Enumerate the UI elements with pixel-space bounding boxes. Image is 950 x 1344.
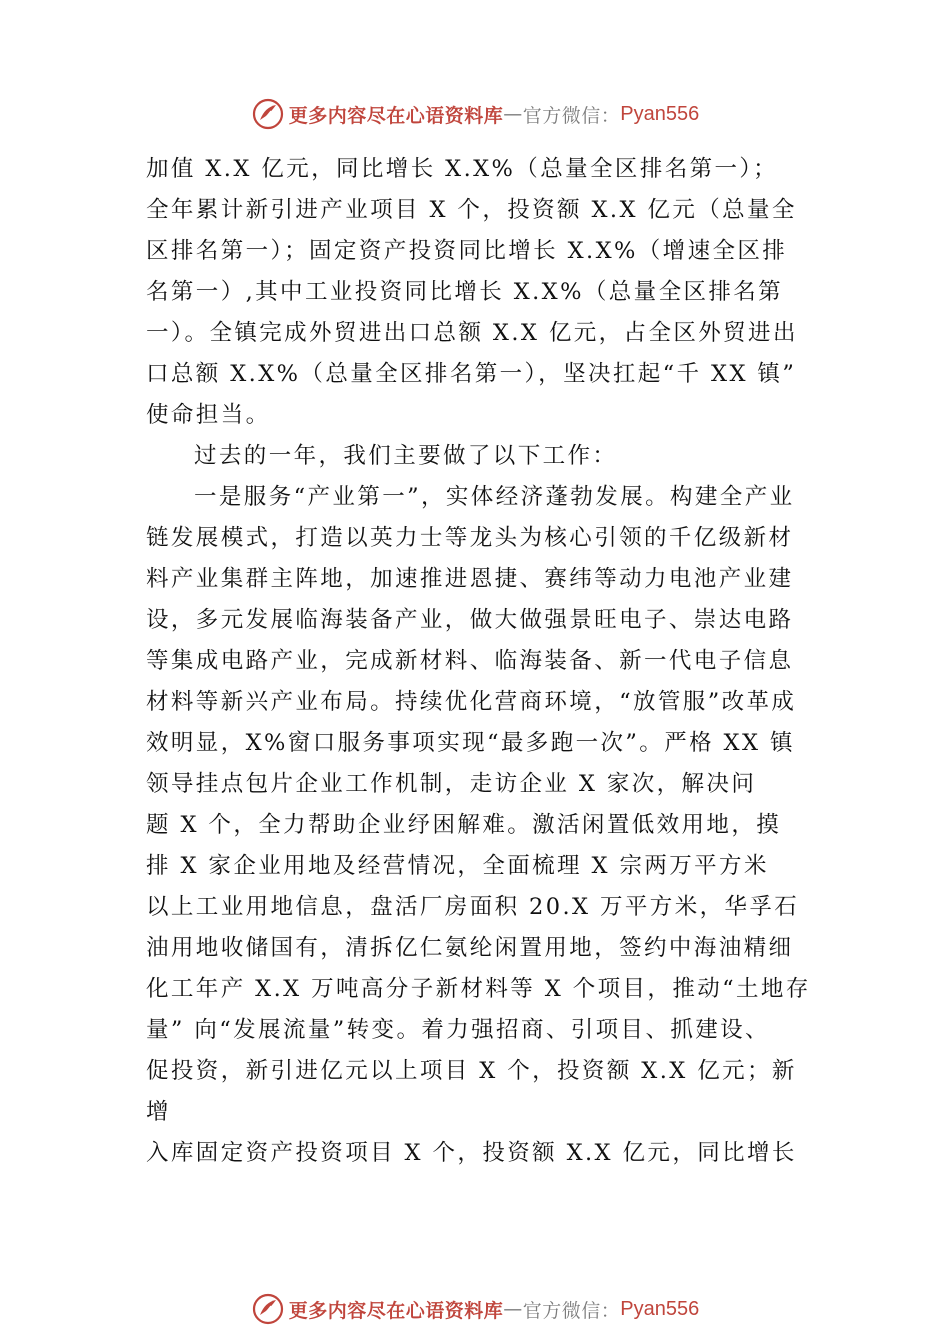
text-line: 材料等新兴产业布局。持续优化营商环境，“放管服”改革成	[146, 689, 797, 715]
text-line: 区排名第一）；固定资产投资同比增长 X.X%（增速全区排	[146, 238, 788, 264]
watermark-logo-icon	[251, 1292, 285, 1326]
paragraph-heading-line: 一是服务“产业第一”，实体经济蓬勃发展。构建全产业	[194, 484, 795, 510]
banner-sub-text: 官方微信：	[522, 1299, 621, 1322]
text-line: 设，多元发展临海装备产业，做大做强景旺电子、崇达电路	[146, 607, 794, 633]
text-line: 增	[146, 1099, 171, 1125]
text-line: 促投资，新引进亿元以上项目 X 个，投资额 X.X 亿元；新	[146, 1058, 797, 1084]
text-line: 名第一）,其中工业投资同比增长 X.X%（总量全区排名第	[146, 279, 784, 305]
text-line: 链发展模式，打造以英力士等龙头为核心引领的千亿级新材	[146, 525, 794, 551]
banner-dash: —	[503, 103, 523, 125]
text-line: 效明显，X%窗口服务事项实现“最多跑一次”。严格 XX 镇	[146, 730, 795, 756]
banner-wechat-id: Pyan556	[620, 1297, 700, 1320]
text-line: 化工年产 X.X 万吨高分子新材料等 X 个项目，推动“土地存	[146, 976, 811, 1002]
text-line: 以上工业用地信息，盘活厂房面积 20.X 万平方米，华孚石	[146, 894, 800, 920]
text-line: 油用地收储国有，清拆亿仁氨纶闲置用地，签约中海油精细	[146, 935, 794, 961]
text-line: 口总额 X.X%（总量全区排名第一），坚决扛起“千 XX 镇”	[146, 361, 797, 387]
text-line: 使命担当。	[146, 402, 271, 428]
banner-main-text: 更多内容尽在心语资料库	[288, 104, 504, 127]
text-line: 排 X 家企业用地及经营情况，全面梳理 X 宗两万平方米	[146, 853, 769, 879]
paragraph-intro-line: 过去的一年，我们主要做了以下工作：	[194, 443, 618, 469]
banner-dash: —	[503, 1298, 523, 1320]
header-watermark-banner	[0, 94, 950, 134]
text-line: 领导挂点包片企业工作机制，走访企业 X 家次，解决问	[146, 771, 757, 797]
footer-watermark-banner	[0, 1289, 950, 1329]
text-line: 料产业集群主阵地，加速推进恩捷、赛纬等动力电池产业建	[146, 566, 794, 592]
text-line: 全年累计新引进产业项目 X 个，投资额 X.X 亿元（总量全	[146, 197, 797, 223]
banner-wechat-id: Pyan556	[620, 102, 700, 125]
banner-sub-text: 官方微信：	[522, 104, 621, 127]
text-line: 加值 X.X 亿元，同比增长 X.X%（总量全区排名第一）；	[146, 156, 778, 182]
text-line: 量” 向“发展流量”转变。着力强招商、引项目、抓建设、	[146, 1017, 770, 1043]
text-line: 一）。全镇完成外贸进出口总额 X.X 亿元，占全区外贸进出	[146, 320, 798, 346]
watermark-logo-icon	[251, 97, 285, 131]
text-line: 入库固定资产投资项目 X 个，投资额 X.X 亿元，同比增长	[146, 1140, 797, 1166]
banner-main-text: 更多内容尽在心语资料库	[288, 1299, 504, 1322]
text-line: 题 X 个，全力帮助企业纾困解难。激活闲置低效用地，摸	[146, 812, 782, 838]
text-line: 等集成电路产业，完成新材料、临海装备、新一代电子信息	[146, 648, 794, 674]
document-body	[146, 149, 811, 1174]
